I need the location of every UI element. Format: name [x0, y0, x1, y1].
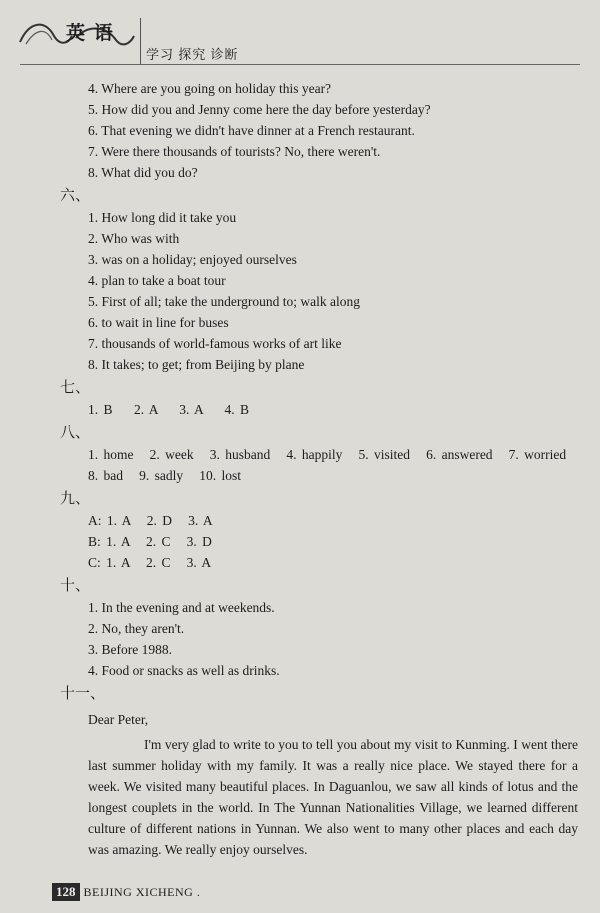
list-item: 1. In the evening and at weekends.	[88, 600, 275, 615]
answer-row: C: 1. A 2. C 3. A	[88, 555, 212, 570]
subject-title: 英 语	[66, 23, 115, 44]
list-item: 8. What did you do?	[88, 165, 198, 180]
list-item: 2. Who was with	[88, 231, 180, 246]
answer-row: 1. home 2. week 3. husband 4. happily 5. visited 6. answered 7. worried	[88, 447, 567, 462]
section-heading-6: 六、	[60, 188, 91, 204]
section-heading-9: 九、	[60, 491, 91, 507]
answer-content	[60, 78, 580, 860]
list-item: 8. It takes; to get; from Beijing by plane	[88, 357, 305, 372]
letter-body: I'm very glad to write to you to tell you about my visit to Kunming. I went there last summer holiday with my family. It was a really nice place. We stayed there for a week. We visited many beautiful places. In Daguanlou, we saw all kinds of lotus and the longest couplets in the world. In The Yunnan Nationalities Village, we learned different culture of different nations in Yunnan. We also went to many other places and each day was amazing. We really enjoy ourselves.	[88, 737, 578, 857]
section-heading-10: 十、	[60, 578, 91, 594]
page-header	[0, 0, 600, 72]
list-item: 3. was on a holiday; enjoyed ourselves	[88, 252, 297, 267]
list-item: 6. That evening we didn't have dinner at a French restaurant.	[88, 123, 415, 138]
list-item: 6. to wait in line for buses	[88, 315, 229, 330]
list-item: 1. How long did it take you	[88, 210, 237, 225]
list-item: 7. thousands of world-famous works of art like	[88, 336, 342, 351]
header-divider	[140, 18, 141, 64]
letter-salutation: Dear Peter,	[88, 712, 149, 727]
list-item: 4. Food or snacks as well as drinks.	[88, 663, 280, 678]
answer-row: A: 1. A 2. D 3. A	[88, 513, 213, 528]
page-number: 128	[52, 883, 80, 901]
list-item: 5. How did you and Jenny come here the day before yesterday?	[88, 102, 431, 117]
list-item: 4. Where are you going on holiday this year?	[88, 81, 332, 96]
list-item: 3. Before 1988.	[88, 642, 172, 657]
section-heading-8: 八、	[60, 425, 91, 441]
list-item: 7. Were there thousands of tourists? No, there weren't.	[88, 144, 381, 159]
list-item: 2. No, they aren't.	[88, 621, 185, 636]
footer-text: BEIJING XICHENG .	[83, 884, 201, 899]
section-heading-7: 七、	[60, 380, 91, 396]
answer-row: 8. bad 9. sadly 10. lost	[88, 468, 241, 483]
list-item: 4. plan to take a boat tour	[88, 273, 226, 288]
answer-row: B: 1. A 2. C 3. D	[88, 534, 212, 549]
header-subtitle: 学习 探究 诊断	[146, 47, 239, 62]
page-footer	[52, 883, 200, 901]
answer-row: 1. B 2. A 3. A 4. B	[88, 402, 250, 417]
list-item: 5. First of all; take the underground to; walk along	[88, 294, 360, 309]
section-heading-11: 十一、	[60, 686, 106, 702]
header-rule	[20, 64, 580, 65]
